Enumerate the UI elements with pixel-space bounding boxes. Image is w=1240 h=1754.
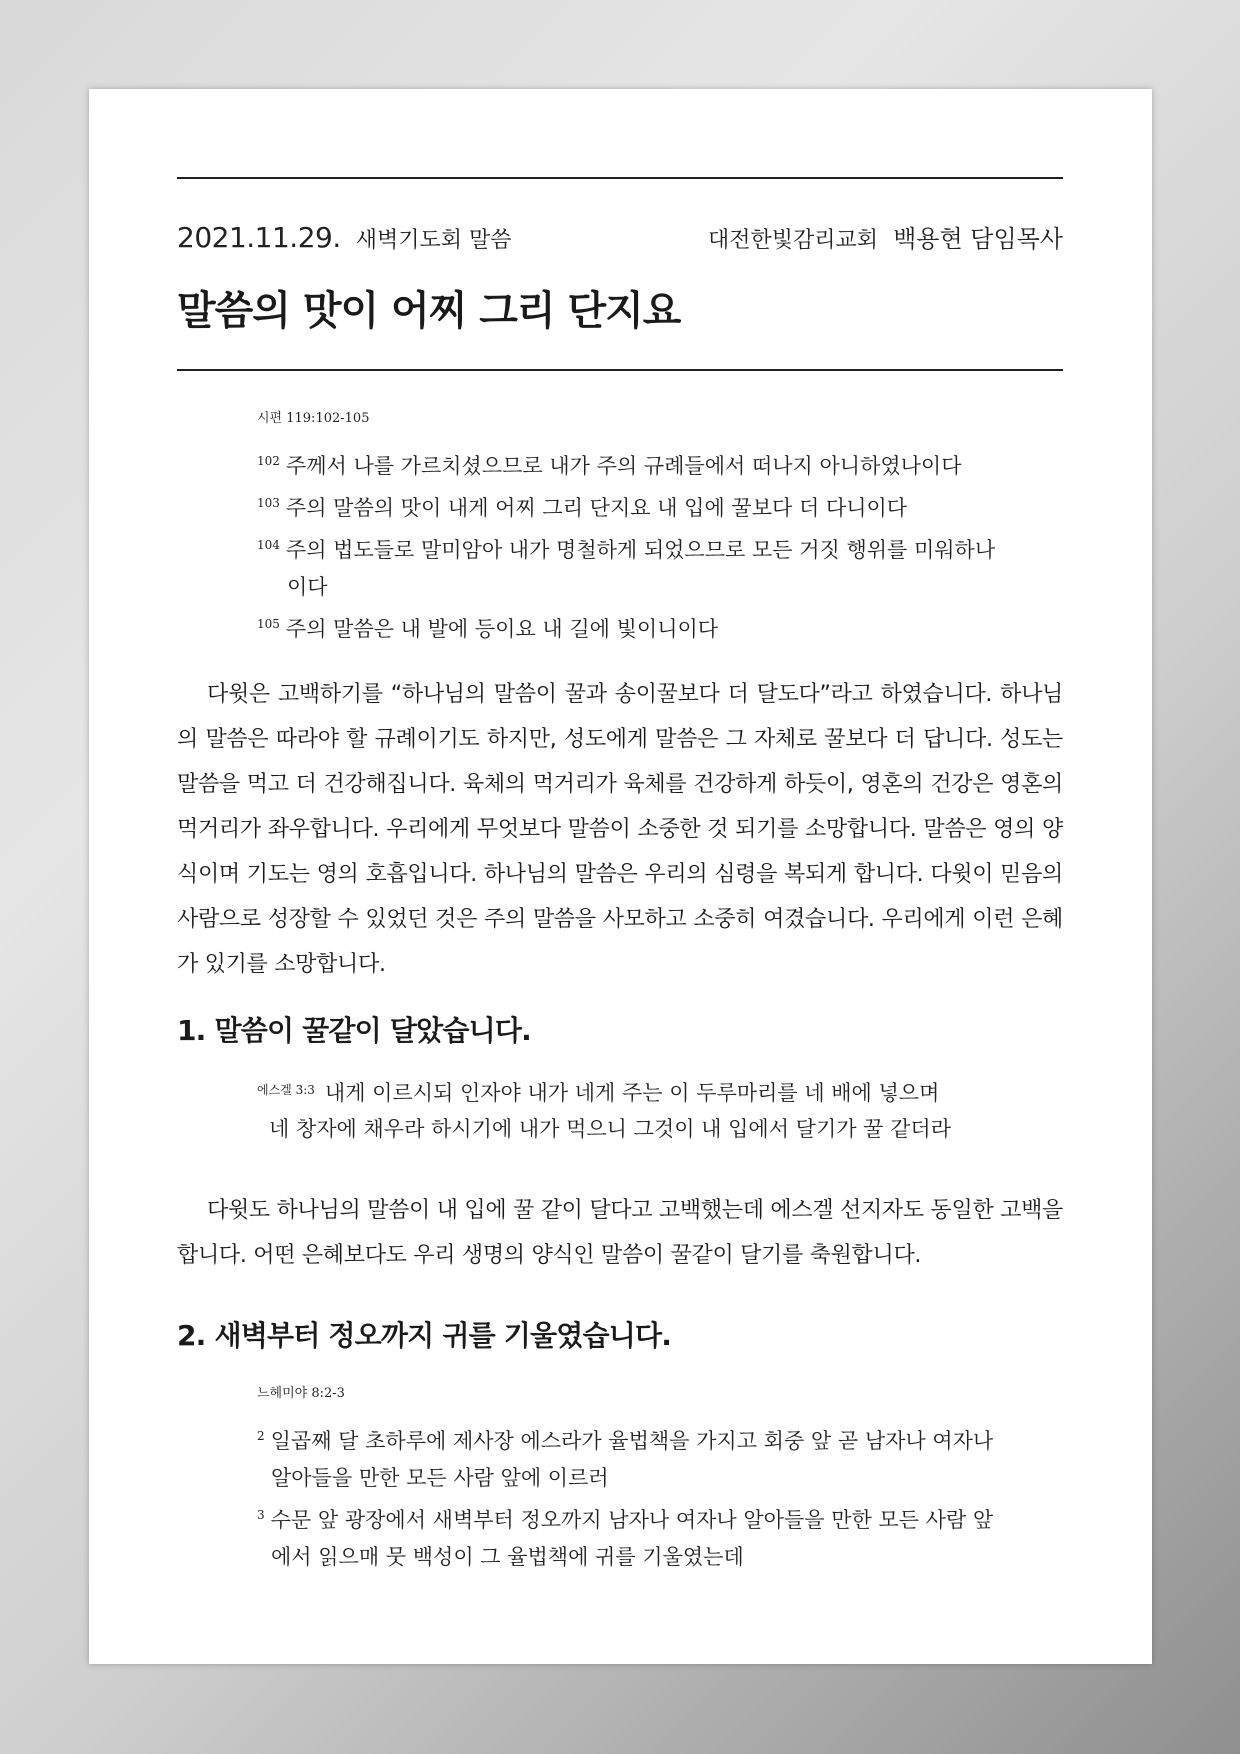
verse-105: $^{105}$ 주의 말씀은 내 발에 등이요 내 길에 빛이니이다 <box>257 617 719 641</box>
verse-103: $^{103}$ 주의 말씀의 맛이 내게 어찌 그리 단지요 내 입에 꿀보다 더 다니이다 <box>257 496 908 520</box>
ezekiel-line-2: 네 창자에 채우라 하시기에 내가 먹으니 그것이 내 입에서 달기가 꿀 같더라 <box>269 1117 952 1141</box>
section-1-paragraph: 다윗도 하나님의 말씀이 내 입에 꿀 같이 달다고 고백했는데 에스겔 선지자도 동일한 고백을 합니다. 어떤 은혜보다도 우리 생명의 양식인 말씀이 꿀같이 달기를 축원합니다. <box>177 1198 1063 1268</box>
scripture-block-nehemiah <box>257 1384 997 1576</box>
document-page <box>89 89 1152 1664</box>
scripture-ref: 에스겔 3:3 <box>257 1083 315 1097</box>
intro-paragraph: 다윗은 고백하기를 “하나님의 말씀이 꿀과 송이꿀보다 더 달도다”라고 하였습니다. 하나님의 말씀은 따라야 할 규례이기도 하지만, 성도에게 말씀은 그 자체로 꿀보다 더 답니다. 성도는 말씀을 먹고 더 건강해집니다. 육체의 먹거리가 육체를 건강하게 하듯이, 영혼의 건강은 영혼의 먹거리가 좌우합니다. 우리에게 무엇보다 말씀이 소중한 것 되기를 소망합니다. 말씀은 영의 양식이며 기도는 영의 호흡입니다. 하나님의 말씀은 우리의 심령을 복되게 합니다. 다윗이 믿음의 사람으로 성장할 수 있었던 것은 주의 말씀을 사모하고 소중히 여겼습니다. 우리에게 이런 은혜가 있기를 소망합니다. <box>177 682 1063 977</box>
sermon-date-group <box>177 221 511 254</box>
verse-104: $^{104}$ 주의 법도들로 말미암아 내가 명철하게 되었으므로 모든 거짓 행위를 미워하나이다 <box>257 538 996 599</box>
ezekiel-line-1: $^{에스겔 3:3}$ 내게 이르시되 인자야 내가 네게 주는 이 두루마리를 네 배에 넣으며 <box>257 1081 940 1105</box>
scripture-ref: 느헤미야 8:2-3 <box>257 1386 345 1401</box>
section-2-heading: 2. 새벽부터 정오까지 귀를 기울였습니다. <box>177 1319 672 1352</box>
church-name: 대전한빛감리교회 <box>708 228 879 253</box>
author-group <box>708 219 1063 254</box>
sermon-date: 2021.11.29. <box>177 221 341 254</box>
header-meta <box>177 219 1063 254</box>
scripture-ref: 시편 119:102-105 <box>257 411 370 426</box>
page-title: 말씀의 맛이 어찌 그리 단지요 <box>177 288 681 334</box>
pastor-name: 백용현 담임목사 <box>893 225 1063 253</box>
verse-102: $^{102}$ 주께서 나를 가르치셨으므로 내가 주의 규례들에서 떠나지 아니하였나이다 <box>257 454 962 478</box>
verse-3: $^3$ 수문 앞 광장에서 새벽부터 정오까지 남자나 여자나 알아들을 만한 모든 사람 앞에서 읽으매 뭇 백성이 그 율법책에 귀를 기울였는데 <box>257 1508 994 1569</box>
scripture-block-psalm <box>257 409 997 648</box>
top-divider <box>177 177 1063 179</box>
sermon-kind: 새벽기도회 말씀 <box>355 228 512 253</box>
verse-2: $^2$ 일곱째 달 초하루에 제사장 에스라가 율법책을 가지고 회중 앞 곧 남자나 여자나 알아들을 만한 모든 사람 앞에 이르러 <box>257 1429 994 1490</box>
section-1-heading: 1. 말씀이 꿀같이 달았습니다. <box>177 1014 531 1047</box>
scripture-block-ezekiel <box>257 1072 997 1147</box>
title-divider <box>177 369 1063 371</box>
